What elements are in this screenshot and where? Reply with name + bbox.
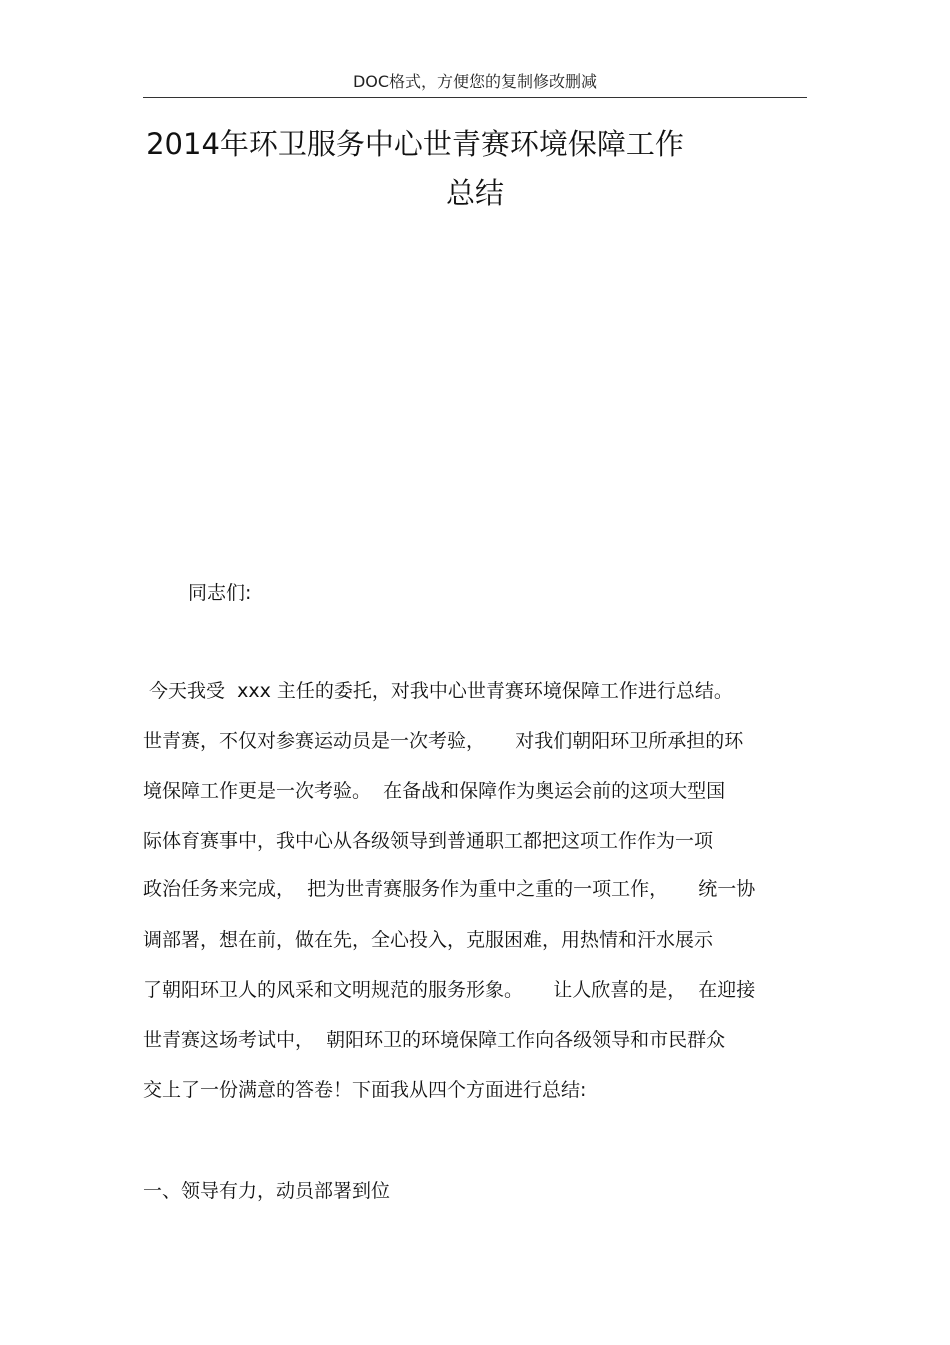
paragraph-line: 了朝阳环卫人的风采和文明规范的服务形象。 让人欣喜的是， 在迎接	[143, 979, 756, 1001]
paragraph-line: 际体育赛事中，我中心从各级领导到普通职工都把这项工作作为一项	[143, 830, 714, 852]
paragraph-line: 政治任务来完成， 把为世青赛服务作为重中之重的一项工作， 统一协	[143, 878, 756, 900]
paragraph-line: 今天我受 xxx 主任的委托，对我中心世青赛环境保障工作进行总结。	[143, 680, 733, 702]
document-title-line-1: 2014年环卫服务中心世青赛环境保障工作	[146, 127, 684, 161]
paragraph-line: 世青赛，不仅对参赛运动员是一次考验， 对我们朝阳环卫所承担的环	[143, 730, 744, 752]
paragraph-line: 交上了一份满意的答卷！下面我从四个方面进行总结:	[143, 1079, 587, 1101]
document-title-line-2: 总结	[445, 176, 504, 210]
page-header-text: DOC格式，方便您的复制修改删减	[352, 72, 598, 91]
paragraph-line: 境保障工作更是一次考验。 在备战和保障作为奥运会前的这项大型国	[143, 780, 726, 802]
section-heading: 一、领导有力，动员部署到位	[143, 1180, 391, 1202]
salutation: 同志们:	[188, 582, 252, 604]
paragraph-line: 调部署，想在前，做在先，全心投入，克服困难，用热情和汗水展示	[143, 929, 714, 951]
paragraph-line: 世青赛这场考试中， 朝阳环卫的环境保障工作向各级领导和市民群众	[143, 1029, 726, 1051]
header-divider	[143, 97, 807, 98]
